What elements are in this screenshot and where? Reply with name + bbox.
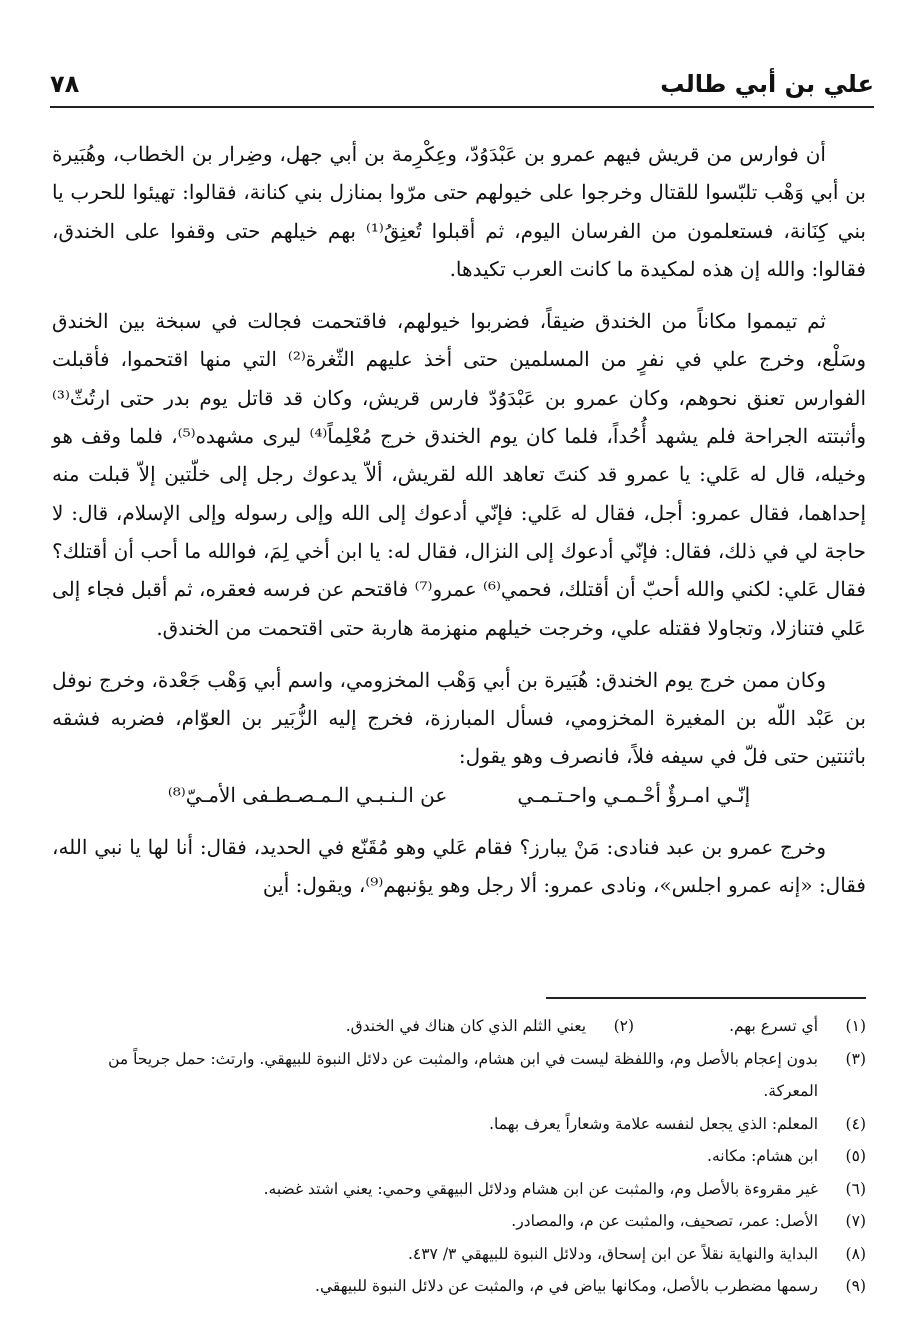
footnote-number: (٦) — [845, 1179, 866, 1198]
footnote-text: غير مقروءة بالأصل وم، والمثبت عن ابن هشام ودلائل البيهقي وحمي: يعني اشتد غضبه. — [263, 1179, 818, 1198]
footnote-number: (٥) — [845, 1147, 866, 1165]
paragraph-3: وكان ممن خرج يوم الخندق: هُبَيرة بن أبي وَهْب المخزومي، واسم أبي وَهْب جَعْدة، وخرج نوفل بن عَبْد اللّه بن المغيرة المخزومي، فسأل المبارزة، فخرج إليه الزُّبَير بن العوّام، فضربه فشقه باثنتين حتى فلّ في سيفه فلاً، فانصرف وهو يقول: — [52, 667, 866, 769]
paragraph-1: أن فوارس من قريش فيهم عمرو بن عَبْدَوُدّ، وعِكْرِمة بن أبي جهل، وضِرار بن الخطاب، وهُبَيرة بن أبي وَهْب تلبّسوا للقتال وخرجوا على خيولهم حتى مرّوا بمنازل بني كنانة، فقالوا: تهيئوا للحرب يا بني كِنَانة، فستعلمون من الفرسان اليوم، ثم أقبلوا تُعنِقُ⁽¹⁾ بهم خيلهم حتى وقفوا على الخندق، فقالوا: والله إن هذه لمكيدة ما كانت العرب تكيدها. — [52, 142, 866, 281]
footnotes — [52, 1010, 866, 1303]
footnote-number: (٧) — [845, 1212, 866, 1230]
paragraph-2: ثم تيمموا مكاناً من الخندق ضيقاً، فضربوا خيولهم، فاقتحمت فجالت في سبخة بين الخندق وسَلْع، وخرج علي في نفرٍ من المسلمين حتى أخذ عليهم الثّغرة⁽²⁾ التي منها اقتحموا، فأقبلت الفوارس تعنق نحوهم، وكان عمرو بن عَبْدَوُدّ فارس قريش، وكان قد قاتل يوم بدر حتى ارتُثّ⁽³⁾ وأثبتته الجراحة فلم يشهد أُحُداً، فلما كان يوم الخندق خرج مُعْلِماً⁽⁴⁾ ليرى مشهده⁽⁵⁾، فلما وقف هو وخيله، قال له عَلي: يا عمرو قد كنتَ تعاهد الله لقريش، ألاّ يدعوك رجل إلى خلّتين إلاّ قبلت منه إحداهما، فقال عمرو: أجل، فقال له عَلي: فإنّي أدعوك إلى الله وإلى رسوله وإلى الإسلام، قال: لا حاجة لي في ذلك، فقال: فإنّي أدعوك إلى النزال، فقال له: يا ابن أخي لِمَ، فوالله ما أحب أن أقتلك؟ فقال عَلي: لكني والله أحبّ أن أقتلك، فحمي⁽⁶⁾ عمرو⁽⁷⁾ فاقتحم عن فرسه فعقره، ثم أقبل فجاء إلى عَلي فتنازلا، وتجاولا فقتله علي، وخرجت خيلهم منهزمة هاربة حتى اقتحمت من الخندق. — [52, 309, 867, 640]
verse-first-hemistich: إنّـي امـرؤٌ أحْـمـي واحـتـمـي — [517, 782, 751, 807]
footnote-9 — [52, 1270, 866, 1303]
footnote-text: يعني الثلم الذي كان هناك في الخندق. — [345, 1017, 587, 1035]
page-number: ٧٨ — [50, 70, 80, 98]
footnote-text: الأصل: عمر، تصحيف، والمثبت عن م، والمصادر. — [511, 1212, 818, 1230]
footnote-6 — [52, 1173, 866, 1206]
footnote-number: (٢) — [613, 1017, 635, 1035]
footnote-text: بدون إعجام بالأصل وم، واللفظة ليست في ابن هشام، والمثبت عن دلائل النبوة للبيهقي. وارتث: حمل جريحاً من المعركة. — [108, 1049, 818, 1100]
footnote-number: (٨) — [845, 1244, 866, 1263]
paragraph-4: وخرج عمرو بن عبد فنادى: مَنْ يبارز؟ فقام عَلي وهو مُقَنّع في الحديد، فقال: أنا لها يا نبي الله، فقال: «إنه عمرو اجلس»، ونادى عمرو: ألا رجل وهو يؤنبهم⁽⁹⁾، ويقول: أين — [52, 835, 866, 898]
main-text — [52, 135, 866, 905]
footnote-divider — [546, 997, 866, 999]
running-header — [50, 60, 874, 108]
footnote-number: (٣) — [845, 1049, 866, 1068]
footnote-text: المعلم: الذي يجعل لنفسه علامة وشعاراً يعرف بهما. — [489, 1114, 818, 1133]
poem-verse — [52, 776, 866, 814]
footnote-5 — [52, 1140, 866, 1173]
footnote-7 — [52, 1205, 866, 1238]
footnote-4 — [52, 1108, 866, 1141]
footnote-text: أي تسرع بهم. — [729, 1017, 818, 1035]
footnote-number: (٤) — [845, 1114, 866, 1133]
footnote-number: (٩) — [845, 1277, 866, 1295]
footnote-3 — [52, 1043, 866, 1108]
footnote-text: رسمها مضطرب بالأصل، ومكانها بياض في م، والمثبت عن دلائل النبوة للبيهقي. — [315, 1277, 818, 1295]
footnote-text: ابن هشام: مكانه. — [707, 1147, 818, 1165]
verse-second-hemistich: عن الـنـبـي الـمـصـطـفى الأمـيّ⁽⁸⁾ — [167, 782, 448, 807]
footnote-row-1-2 — [52, 1010, 866, 1043]
footnote-text: البداية والنهاية نقلاً عن ابن إسحاق، ودلائل النبوة للبيهقي ٣/ ٤٣٧. — [407, 1244, 818, 1263]
header-title: علي بن أبي طالب — [660, 70, 874, 98]
footnote-number: (١) — [845, 1017, 866, 1035]
footnote-8 — [52, 1238, 866, 1271]
